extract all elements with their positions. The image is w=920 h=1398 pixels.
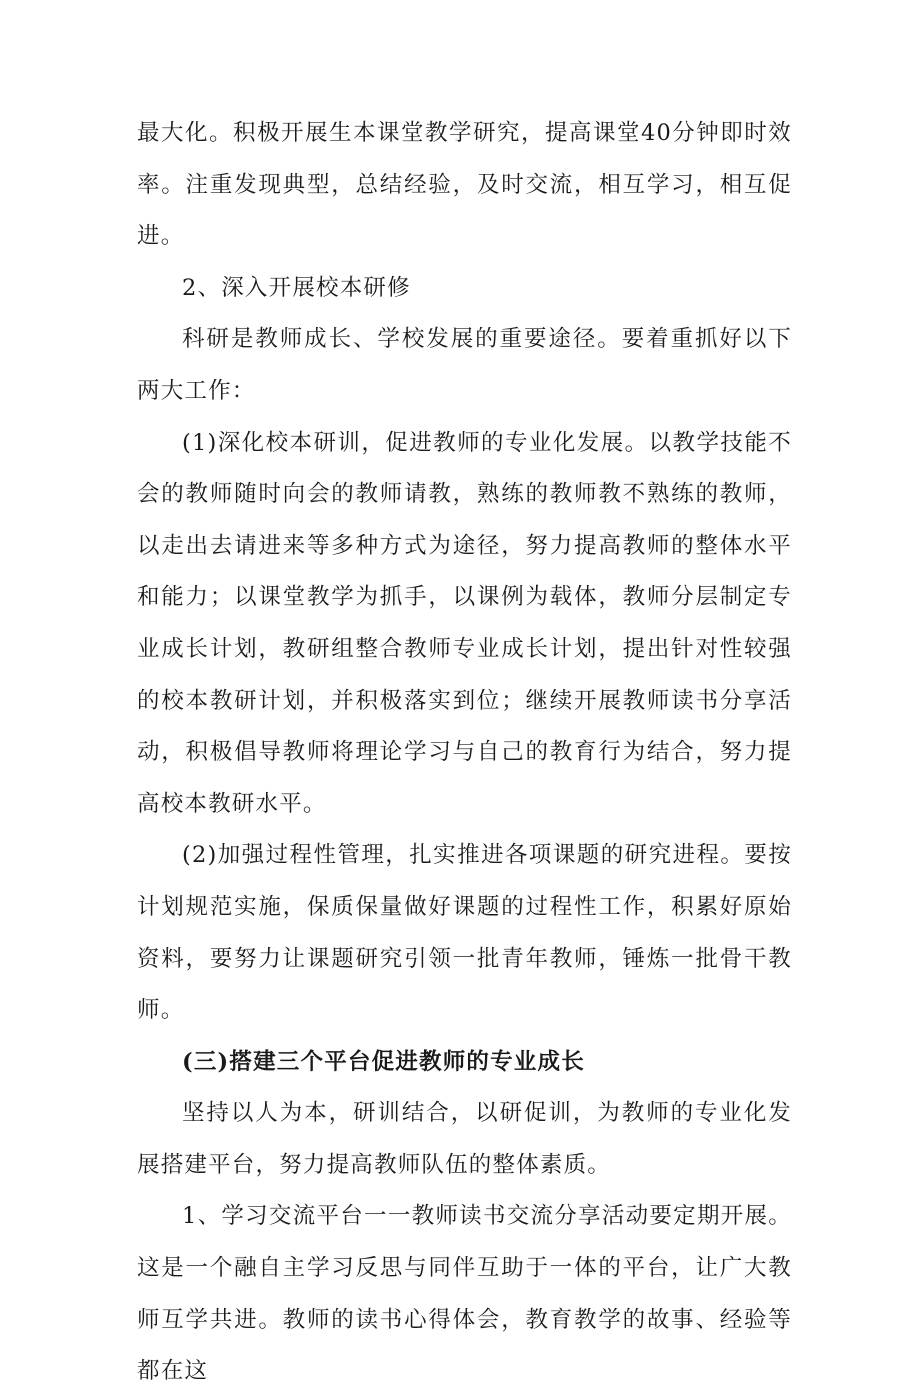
- document-body: [137, 108, 792, 1398]
- paragraph-platforms-intro: 坚持以人为本，研训结合，以研促训，为教师的专业化发展搭建平台，努力提高教师队伍的整体素质。: [137, 1100, 792, 1178]
- paragraph-platform-1: 1、学习交流平台一一教师读书交流分享活动要定期开展。这是一个融自主学习反思与同伴互助于一体的平台，让广大教师互学共进。教师的读书心得体会，教育教学的故事、经验等都在这: [137, 1203, 792, 1385]
- paragraph-item-1: (1)深化校本研训，促进教师的专业化发展。以教学技能不会的教师随时向会的教师请教，熟练的教师教不熟练的教师，以走出去请进来等多种方式为途径，努力提高教师的整体水平和能力；以课堂教学为抓手，以课例为载体，教师分层制定专业成长计划，教研组整合教师专业成长计划，提出针对性较强的校本教研计划，并积极落实到位；继续开展教师读书分享活动，积极倡导教师将理论学习与自己的教育行为结合，努力提高校本教研水平。: [137, 429, 792, 817]
- paragraph-item-2: (2)加强过程性管理，扎实推进各项课题的研究进程。要按计划规范实施，保质保量做好课题的过程性工作，积累好原始资料，要努力让课题研究引领一批青年教师，锤炼一批骨干教师。: [137, 842, 792, 1024]
- subheading-school-research: 2、深入开展校本研修: [182, 274, 411, 301]
- section-heading-three-platforms: (三)搭建三个平台促进教师的专业成长: [182, 1048, 585, 1075]
- paragraph-continuation: 最大化。积极开展生本课堂教学研究，提高课堂40分钟即时效率。注重发现典型，总结经验，及时交流，相互学习，相互促进。: [137, 120, 792, 250]
- paragraph-research-intro: 科研是教师成长、学校发展的重要途径。要着重抓好以下两大工作：: [137, 326, 792, 404]
